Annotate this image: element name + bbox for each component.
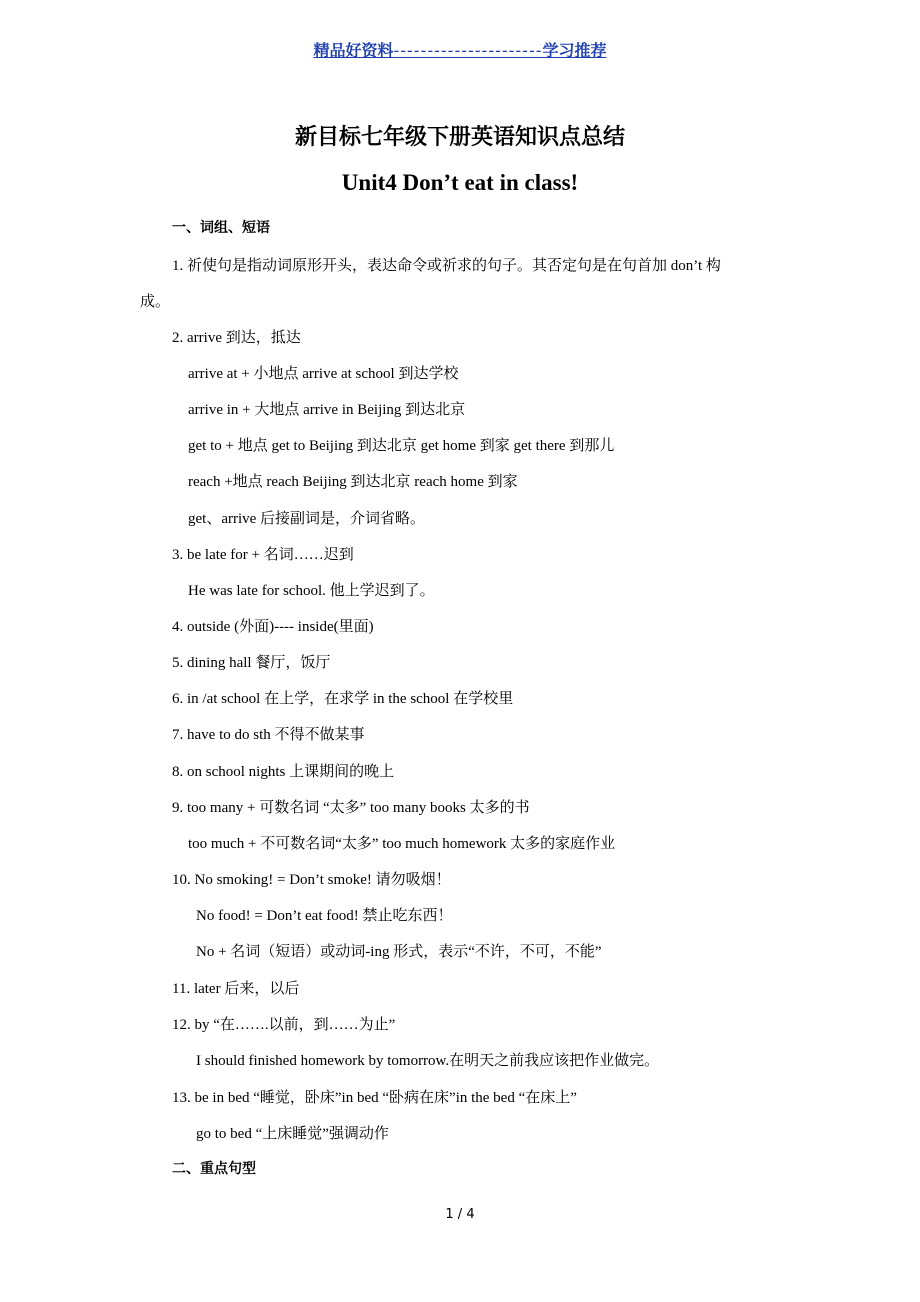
document-subtitle: Unit4 Don’t eat in class! <box>341 170 579 195</box>
page-header <box>0 38 920 61</box>
text-line: 7. have to do sth 不得不做某事 <box>172 727 365 743</box>
text-line: 2. arrive 到达，抵达 <box>172 330 301 346</box>
text-line: arrive in + 大地点 arrive in Beijing 到达北京 <box>188 402 466 418</box>
text-line: 1. 祈使句是指动词原形开头，表达命令或祈求的句子。其否定句是在句首加 don’t 构 <box>172 258 721 274</box>
header-separator: ---------------------- <box>393 41 543 60</box>
text-line: He was late for school. 他上学迟到了。 <box>188 583 435 599</box>
text-line: reach +地点 reach Beijing 到达北京 reach home 到家 <box>188 474 518 490</box>
text-line: 6. in /at school 在上学，在求学 in the school 在学校里 <box>172 691 514 707</box>
text-line: No food! = Don’t eat food! 禁止吃东西！ <box>196 908 453 924</box>
text-line: too much + 不可数名词“太多” too much homework 太多的家庭作业 <box>188 836 616 852</box>
text-line: arrive at + 小地点 arrive at school 到达学校 <box>188 366 459 382</box>
text-line: 8. on school nights 上课期间的晚上 <box>172 764 395 780</box>
header-right: 学习推荐 <box>542 41 607 60</box>
header-left: 精品好资料 <box>313 41 394 60</box>
text-line: get to + 地点 get to Beijing 到达北京 get home 到家 get there 到那儿 <box>188 438 615 454</box>
text-line: 4. outside (外面)---- inside(里面) <box>172 619 374 635</box>
text-line: 3. be late for + 名词……迟到 <box>172 547 354 563</box>
text-line: get、arrive 后接副词是，介词省略。 <box>188 511 426 527</box>
text-line: 5. dining hall 餐厅，饭厅 <box>172 655 331 671</box>
section-heading-phrases: 一、词组、短语 <box>172 220 270 236</box>
text-line: I should finished homework by tomorrow.在明天之前我应该把作业做完。 <box>196 1053 660 1069</box>
section-heading-sentences: 二、重点句型 <box>172 1161 256 1177</box>
text-line: No + 名词（短语）或动词-ing 形式，表示“不许，不可，不能” <box>196 944 602 960</box>
document-title: 新目标七年级下册英语知识点总结 <box>294 125 625 150</box>
text-line: go to bed “上床睡觉”强调动作 <box>196 1126 389 1142</box>
text-line: 13. be in bed “睡觉，卧床”in bed “卧病在床”in the bed “在床上” <box>172 1090 577 1106</box>
text-line: 11. later 后来，以后 <box>172 981 300 997</box>
page-number: 1 / 4 <box>445 1207 475 1222</box>
text-line: 10. No smoking! = Don’t smoke! 请勿吸烟！ <box>172 872 451 888</box>
text-line: 成。 <box>140 294 171 310</box>
text-line: 12. by “在…….以前，到……为止” <box>172 1017 396 1033</box>
text-line: 9. too many + 可数名词 “太多” too many books 太多的书 <box>172 800 530 816</box>
